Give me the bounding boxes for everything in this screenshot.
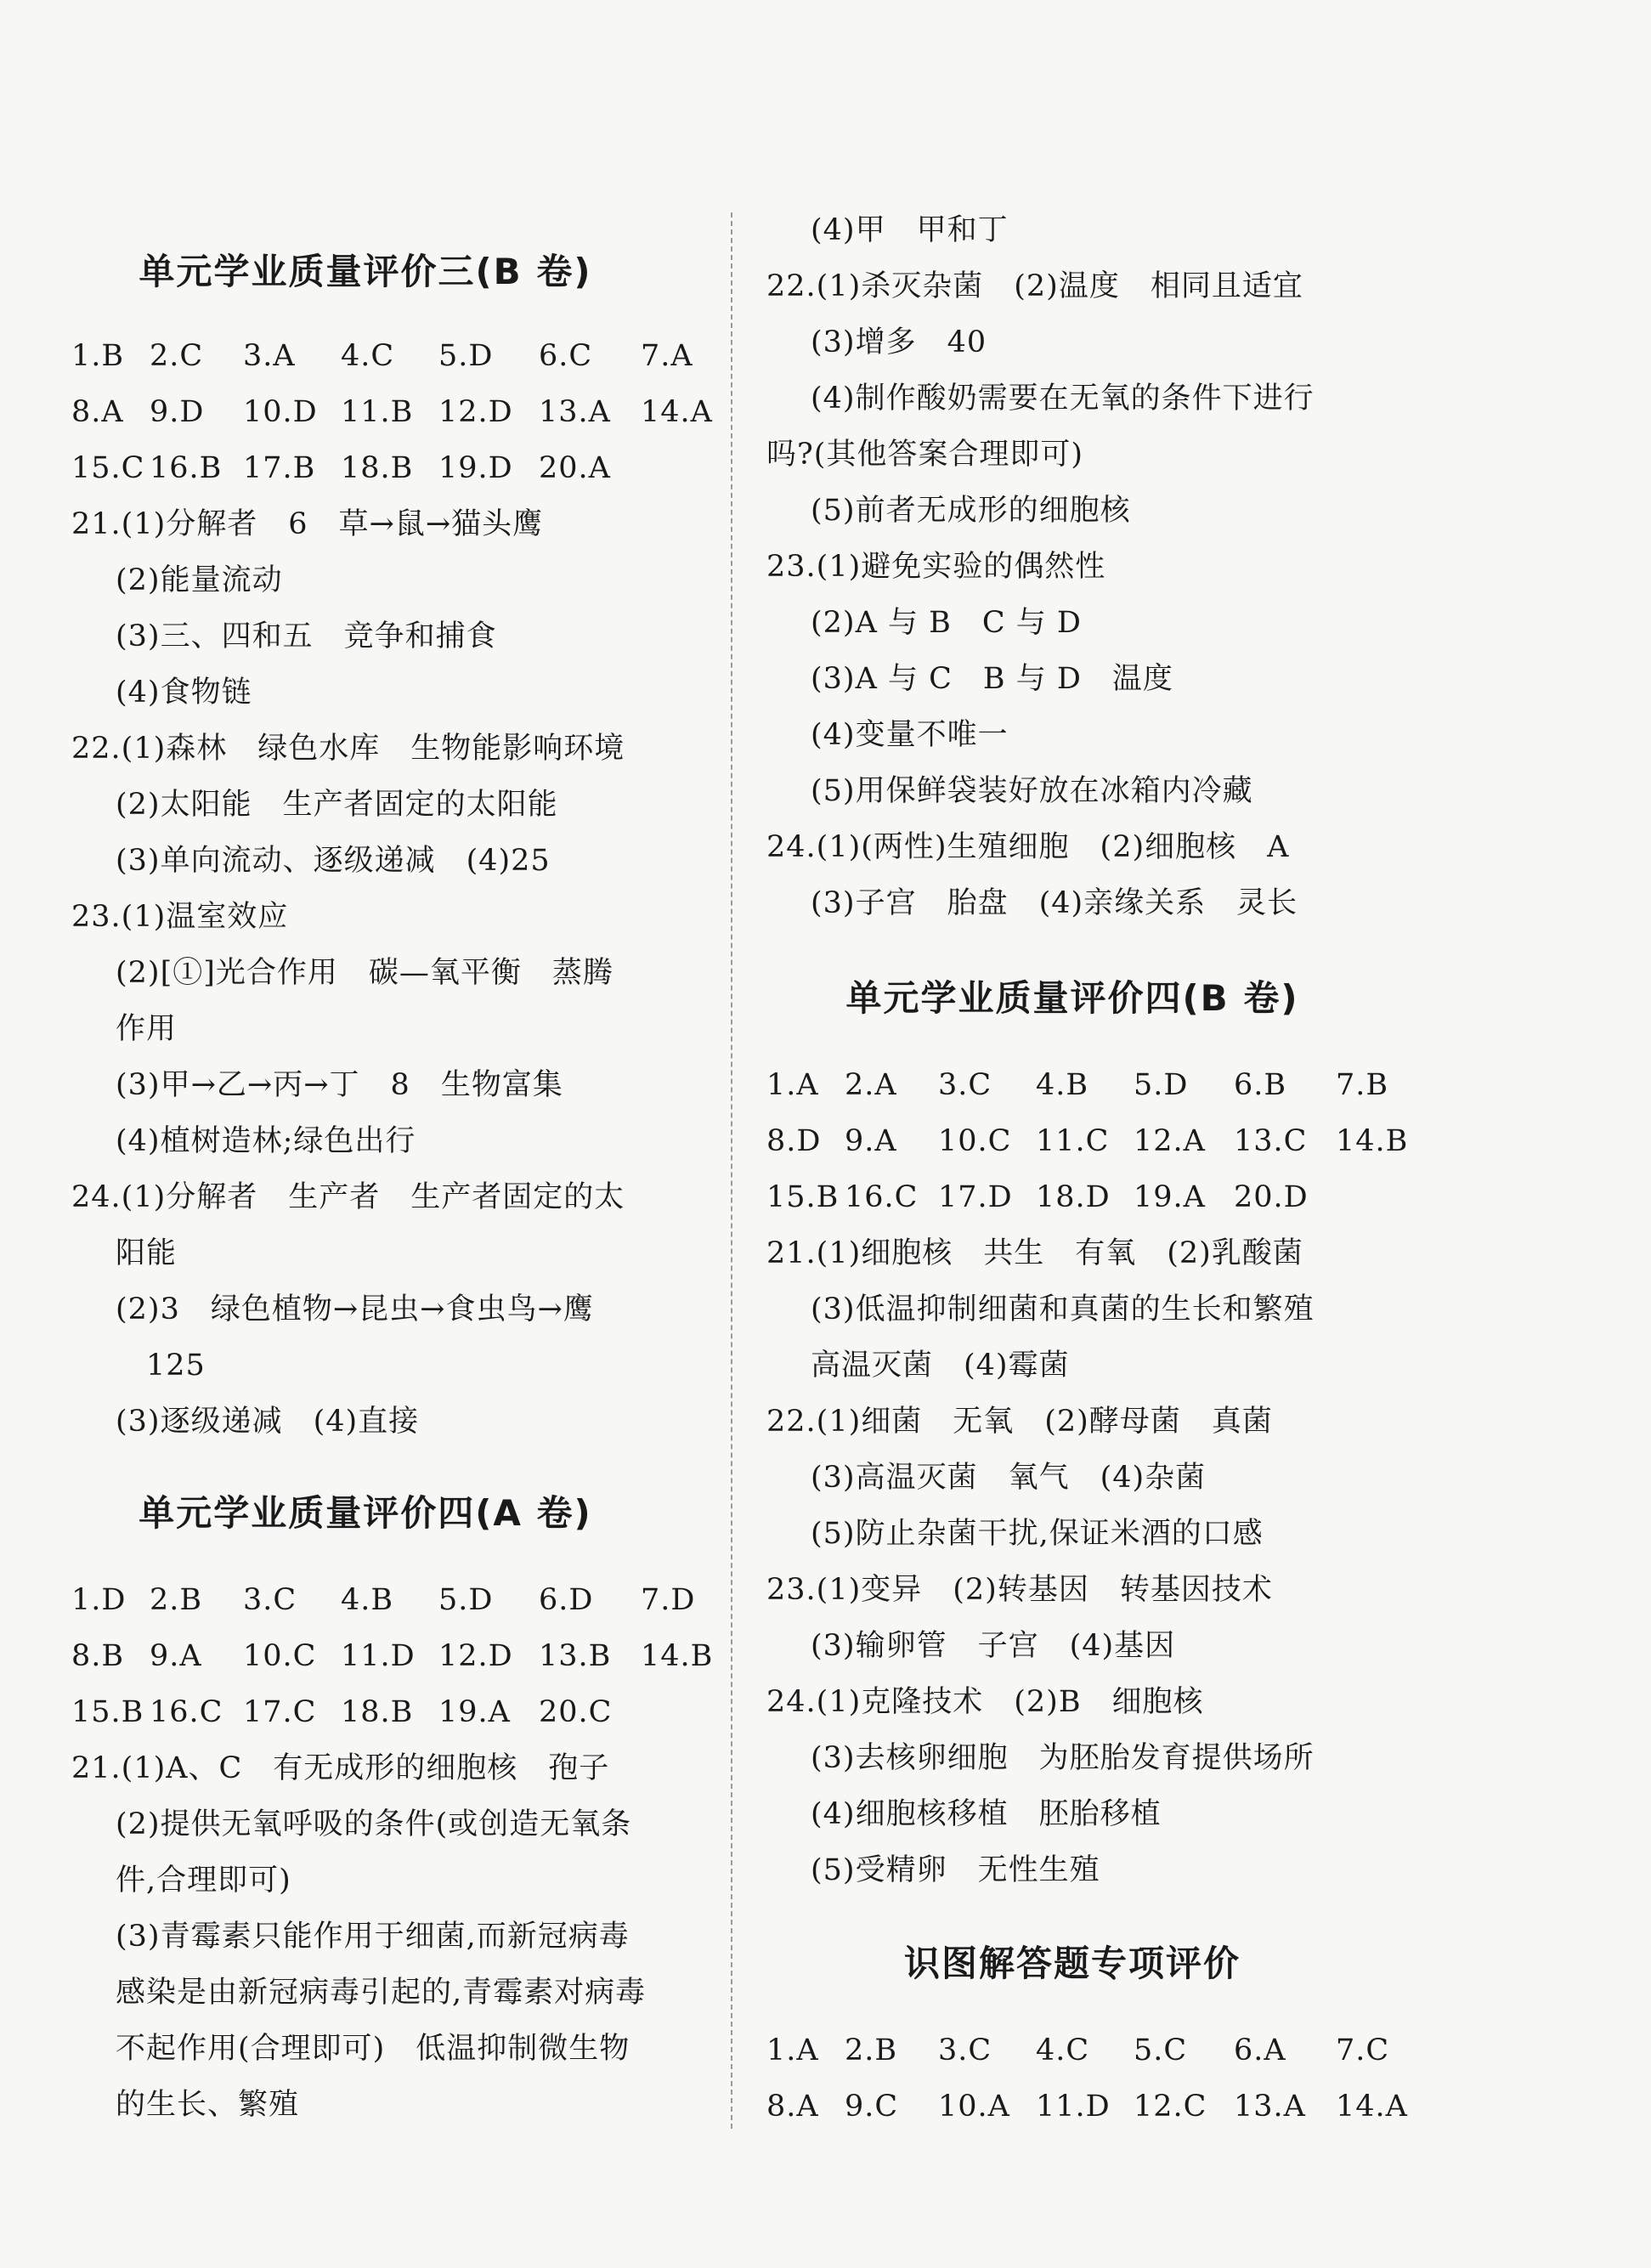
- answer-item: 3.A: [243, 339, 296, 373]
- answer-line: 作用: [116, 1012, 178, 1046]
- answer-item: 14.A: [641, 395, 713, 429]
- answer-item: 10.C: [938, 1124, 1012, 1158]
- answer-item: 4.C: [341, 339, 395, 373]
- answer-row: [766, 1179, 1336, 1215]
- answer-line: 24.(1)克隆技术 (2)B 细胞核: [766, 1685, 1204, 1719]
- answer-item: 19.D: [438, 451, 513, 485]
- answer-item: 9.D: [150, 395, 205, 429]
- answer-line: (4)食物链: [116, 676, 252, 710]
- answer-row: [71, 450, 641, 486]
- answer-line: (5)用保鲜袋装好放在冰箱内冷藏: [811, 774, 1253, 808]
- answer-line: 22.(1)森林 绿色水库 生物能影响环境: [71, 732, 625, 766]
- answer-item: 10.A: [938, 2090, 1010, 2124]
- answer-line: (5)防止杂菌干扰,保证米酒的口感: [811, 1517, 1264, 1551]
- answer-item: 17.B: [243, 451, 316, 485]
- answer-row: [766, 2033, 1434, 2068]
- answer-item: 14.A: [1336, 2090, 1408, 2124]
- answer-item: 8.D: [766, 1124, 822, 1158]
- answer-line: (3)高温灭菌 氧气 (4)杂菌: [811, 1461, 1207, 1495]
- answer-item: 2.B: [845, 2033, 898, 2067]
- answer-item: 13.C: [1234, 1124, 1308, 1158]
- answer-line: (5)受精卵 无性生殖: [811, 1853, 1100, 1887]
- answer-item: 2.B: [150, 1583, 203, 1617]
- answer-row: [71, 338, 739, 374]
- answer-line: (3)去核卵细胞 为胚胎发育提供场所: [811, 1741, 1315, 1775]
- answer-line: (4)细胞核移植 胚胎移植: [811, 1797, 1162, 1831]
- answer-item: 15.C: [71, 451, 145, 485]
- answer-item: 9.A: [150, 1639, 202, 1673]
- answer-line: (3)增多 40: [811, 325, 987, 359]
- answer-row: [766, 2089, 1434, 2124]
- answer-item: 1.A: [766, 1068, 819, 1102]
- section-title-unit4-b: 单元学业质量评价四(B 卷): [845, 977, 1299, 1019]
- answer-line: (4)植树造林;绿色出行: [116, 1124, 416, 1158]
- answer-row: [766, 1067, 1434, 1103]
- answer-row: [71, 1638, 739, 1674]
- answer-item: 12.D: [438, 395, 513, 429]
- answer-row: [766, 1123, 1434, 1159]
- answer-line: 的生长、繁殖: [116, 2088, 300, 2122]
- answer-item: 2.A: [845, 1068, 897, 1102]
- answer-line: (3)A 与 C B 与 D 温度: [811, 662, 1173, 696]
- answer-item: 20.D: [1234, 1180, 1309, 1214]
- answer-line: (2)[①]光合作用 碳—氧平衡 蒸腾: [116, 956, 613, 990]
- answer-item: 1.B: [71, 339, 125, 373]
- answer-item: 3.C: [938, 2033, 992, 2067]
- answer-line: (2)提供无氧呼吸的条件(或创造无氧条: [116, 1807, 632, 1841]
- answer-item: 8.B: [71, 1639, 125, 1673]
- answer-row: [71, 1582, 739, 1618]
- answer-line: 23.(1)变异 (2)转基因 转基因技术: [766, 1573, 1273, 1607]
- answer-line: 21.(1)A、C 有无成形的细胞核 孢子: [71, 1751, 610, 1785]
- answer-item: 18.B: [341, 451, 414, 485]
- answer-item: 5.D: [438, 339, 494, 373]
- answer-line: 23.(1)避免实验的偶然性: [766, 550, 1106, 584]
- answer-item: 9.C: [845, 2090, 899, 2124]
- answer-line: 高温灭菌 (4)霉菌: [811, 1349, 1070, 1383]
- answer-item: 13.A: [539, 395, 611, 429]
- column-divider: [731, 212, 732, 2129]
- answer-item: 11.C: [1036, 1124, 1110, 1158]
- section-title-unit4-a: 单元学业质量评价四(A 卷): [139, 1492, 592, 1534]
- section-title-diagram-questions: 识图解答题专项评价: [903, 1943, 1241, 1984]
- answer-row: [71, 394, 739, 430]
- answer-item: 18.B: [341, 1695, 414, 1729]
- answer-item: 16.C: [150, 1695, 223, 1729]
- answer-item: 7.D: [641, 1583, 696, 1617]
- answer-item: 3.C: [243, 1583, 297, 1617]
- answer-item: 1.A: [766, 2033, 819, 2067]
- answer-item: 3.C: [938, 1068, 992, 1102]
- answer-line: (5)前者无成形的细胞核: [811, 494, 1131, 528]
- answer-item: 2.C: [150, 339, 204, 373]
- answer-item: 10.D: [243, 395, 318, 429]
- answer-item: 18.D: [1036, 1180, 1111, 1214]
- answer-item: 6.B: [1234, 1068, 1287, 1102]
- answer-line: (3)甲→乙→丙→丁 8 生物富集: [116, 1068, 563, 1102]
- answer-item: 16.B: [150, 451, 223, 485]
- answer-line: 24.(1)(两性)生殖细胞 (2)细胞核 A: [766, 830, 1290, 864]
- answer-item: 5.D: [438, 1583, 494, 1617]
- answer-line: (3)青霉素只能作用于细菌,而新冠病毒: [116, 1920, 630, 1954]
- answer-line: 24.(1)分解者 生产者 生产者固定的太: [71, 1180, 625, 1214]
- answer-item: 20.C: [539, 1695, 613, 1729]
- answer-line: (3)输卵管 子宫 (4)基因: [811, 1629, 1176, 1663]
- answer-line: (4)制作酸奶需要在无氧的条件下进行: [811, 382, 1315, 416]
- answer-item: 4.C: [1036, 2033, 1090, 2067]
- answer-item: 15.B: [766, 1180, 840, 1214]
- answer-item: 8.A: [71, 395, 124, 429]
- answer-item: 6.D: [539, 1583, 594, 1617]
- answer-line: (2)能量流动: [116, 563, 283, 597]
- answer-line: (2)A 与 B C 与 D: [811, 606, 1082, 640]
- answer-line: (2)3 绿色植物→昆虫→食虫鸟→鹰: [116, 1292, 594, 1326]
- answer-item: 16.C: [845, 1180, 919, 1214]
- answer-item: 4.B: [1036, 1068, 1089, 1102]
- answer-item: 13.A: [1234, 2090, 1306, 2124]
- answer-item: 17.C: [243, 1695, 317, 1729]
- answer-item: 11.B: [341, 395, 414, 429]
- answer-line: (3)低温抑制细菌和真菌的生长和繁殖: [811, 1292, 1315, 1326]
- answer-line: (3)三、四和五 竞争和捕食: [116, 619, 497, 653]
- answer-item: 17.D: [938, 1180, 1013, 1214]
- answer-item: 9.A: [845, 1124, 897, 1158]
- answer-item: 19.A: [1134, 1180, 1206, 1214]
- answer-line: 125: [146, 1349, 206, 1383]
- answer-item: 13.B: [539, 1639, 612, 1673]
- answer-line: (3)单向流动、逐级递减 (4)25: [116, 844, 551, 878]
- answer-line: 感染是由新冠病毒引起的,青霉素对病毒: [116, 1976, 647, 2010]
- answer-line: 阳能: [116, 1236, 178, 1270]
- answer-item: 12.C: [1134, 2090, 1207, 2124]
- answer-item: 20.A: [539, 451, 611, 485]
- answer-line: (3)子宫 胎盘 (4)亲缘关系 灵长: [811, 886, 1298, 920]
- answer-line: 不起作用(合理即可) 低温抑制微生物: [116, 2032, 630, 2066]
- answer-row: [71, 1694, 641, 1730]
- answer-item: 7.A: [641, 339, 693, 373]
- answer-line: (4)变量不唯一: [811, 718, 1009, 752]
- answer-item: 19.A: [438, 1695, 511, 1729]
- answer-line: (4)甲 甲和丁: [811, 213, 1009, 247]
- answer-item: 12.A: [1134, 1124, 1206, 1158]
- answer-line: 件,合理即可): [116, 1864, 291, 1898]
- answer-item: 14.B: [641, 1639, 714, 1673]
- answer-item: 11.D: [1036, 2090, 1111, 2124]
- answer-line: 21.(1)细胞核 共生 有氧 (2)乳酸菌: [766, 1236, 1303, 1270]
- answer-item: 11.D: [341, 1639, 416, 1673]
- answer-item: 6.C: [539, 339, 593, 373]
- section-title-unit3-b: 单元学业质量评价三(B 卷): [139, 251, 592, 292]
- answer-item: 15.B: [71, 1695, 144, 1729]
- answer-line: (3)逐级递减 (4)直接: [116, 1405, 420, 1439]
- answer-line: (2)太阳能 生产者固定的太阳能: [116, 788, 558, 822]
- answer-line: 22.(1)杀灭杂菌 (2)温度 相同且适宜: [766, 269, 1303, 303]
- answer-line: 吗?(其他答案合理即可): [766, 438, 1084, 472]
- answer-item: 1.D: [71, 1583, 127, 1617]
- answer-item: 12.D: [438, 1639, 513, 1673]
- answer-item: 5.D: [1134, 1068, 1189, 1102]
- answer-item: 8.A: [766, 2090, 819, 2124]
- answer-item: 7.B: [1336, 1068, 1389, 1102]
- answer-item: 7.C: [1336, 2033, 1390, 2067]
- answer-line: 21.(1)分解者 6 草→鼠→猫头鹰: [71, 507, 544, 541]
- answer-item: 10.C: [243, 1639, 317, 1673]
- answer-item: 5.C: [1134, 2033, 1188, 2067]
- answer-item: 14.B: [1336, 1124, 1409, 1158]
- answer-line: 22.(1)细菌 无氧 (2)酵母菌 真菌: [766, 1405, 1273, 1439]
- answer-item: 4.B: [341, 1583, 394, 1617]
- answer-line: 23.(1)温室效应: [71, 900, 289, 934]
- answer-item: 6.A: [1234, 2033, 1286, 2067]
